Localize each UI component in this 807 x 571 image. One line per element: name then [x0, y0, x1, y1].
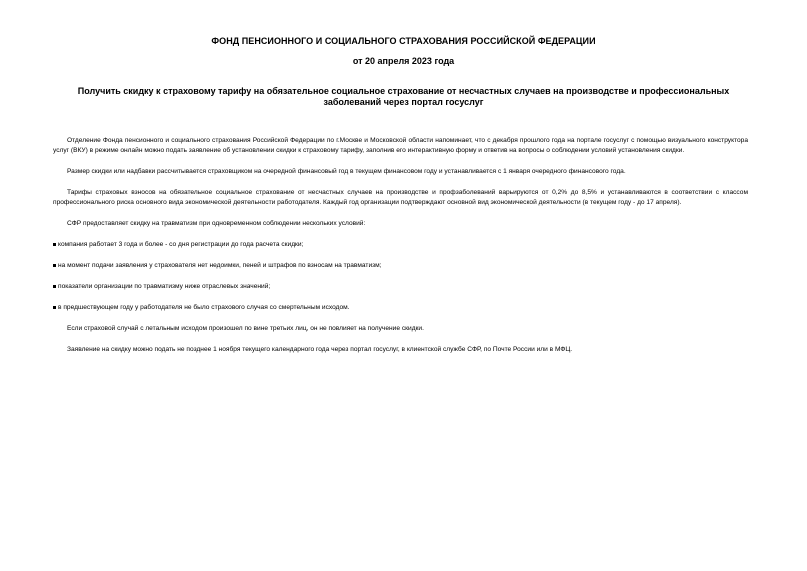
paragraph: Отделение Фонда пенсионного и социального страхования Российской Федерации по г.Москве и Московской области напоминает, что с декабря прошлого года на портале госуслуг с помощью визуального конструктора услуг (ВКУ) в режиме онлайн можно подать заявление об установлении скидки к страховому тарифу, заполнив его интерактивную форму и ответив на вопросы о соблюдении условий установления скидки.: [53, 137, 748, 154]
document-date: от 20 апреля 2023 года: [352, 56, 455, 66]
paragraph: Тарифы страховых взносов на обязательное социальное страхование от несчастных случаев на производстве и профзаболеваний варьируются от 0,2% до 8,5% и устанавливаются в соответствии с классом профессионального риска основного вида экономической деятельности работодателя. Каждый год организации подтверждают основной вид экономической деятельности (в текущем году - до 17 апреля).: [53, 189, 748, 206]
list-item-text: в предшествующем году у работодателя не было страхового случая со смертельным исходом.: [58, 304, 350, 311]
list-item-text: компания работает 3 года и более - со дня регистрации до года расчета скидки;: [58, 241, 304, 248]
paragraph: Заявление на скидку можно подать не позднее 1 ноября текущего календарного года через портал госуслуг, в клиентской службе СФР, по Почте России или в МФЦ.: [67, 346, 573, 353]
document-title: Получить скидку к страховому тарифу на обязательное социальное страхование от несчастных случаев на производстве и профессиональных заболеваний через портал госуслуг: [77, 86, 730, 107]
list-item: [53, 303, 748, 313]
paragraph: Если страховой случай с летальным исходом произошел по вине третьих лиц, он не повлияет на получение скидки.: [67, 325, 424, 332]
organization-name: ФОНД ПЕНСИОННОГО И СОЦИАЛЬНОГО СТРАХОВАНИЯ РОССИЙСКОЙ ФЕДЕРАЦИИ: [211, 36, 596, 46]
paragraph: СФР предоставляет скидку на травматизм при одновременном соблюдении нескольких условий:: [67, 220, 366, 227]
bullet-icon: [53, 264, 56, 267]
paragraph: Размер скидки или надбавки рассчитывается страховщиком на очередной финансовый год в текущем финансовом году и устанавливается с 1 января очередного финансового года.: [67, 168, 626, 175]
list-item: [53, 240, 748, 250]
bullet-icon: [53, 285, 56, 288]
list-item-text: на момент подачи заявления у страхователя нет недоимки, пеней и штрафов по взносам на травматизм;: [58, 262, 382, 269]
bullet-icon: [53, 243, 56, 246]
list-item: [53, 261, 748, 271]
list-item: [53, 282, 748, 292]
list-item-text: показатели организации по травматизму ниже отраслевых значений;: [58, 283, 271, 290]
bullet-icon: [53, 306, 56, 309]
document-body: [53, 136, 748, 355]
